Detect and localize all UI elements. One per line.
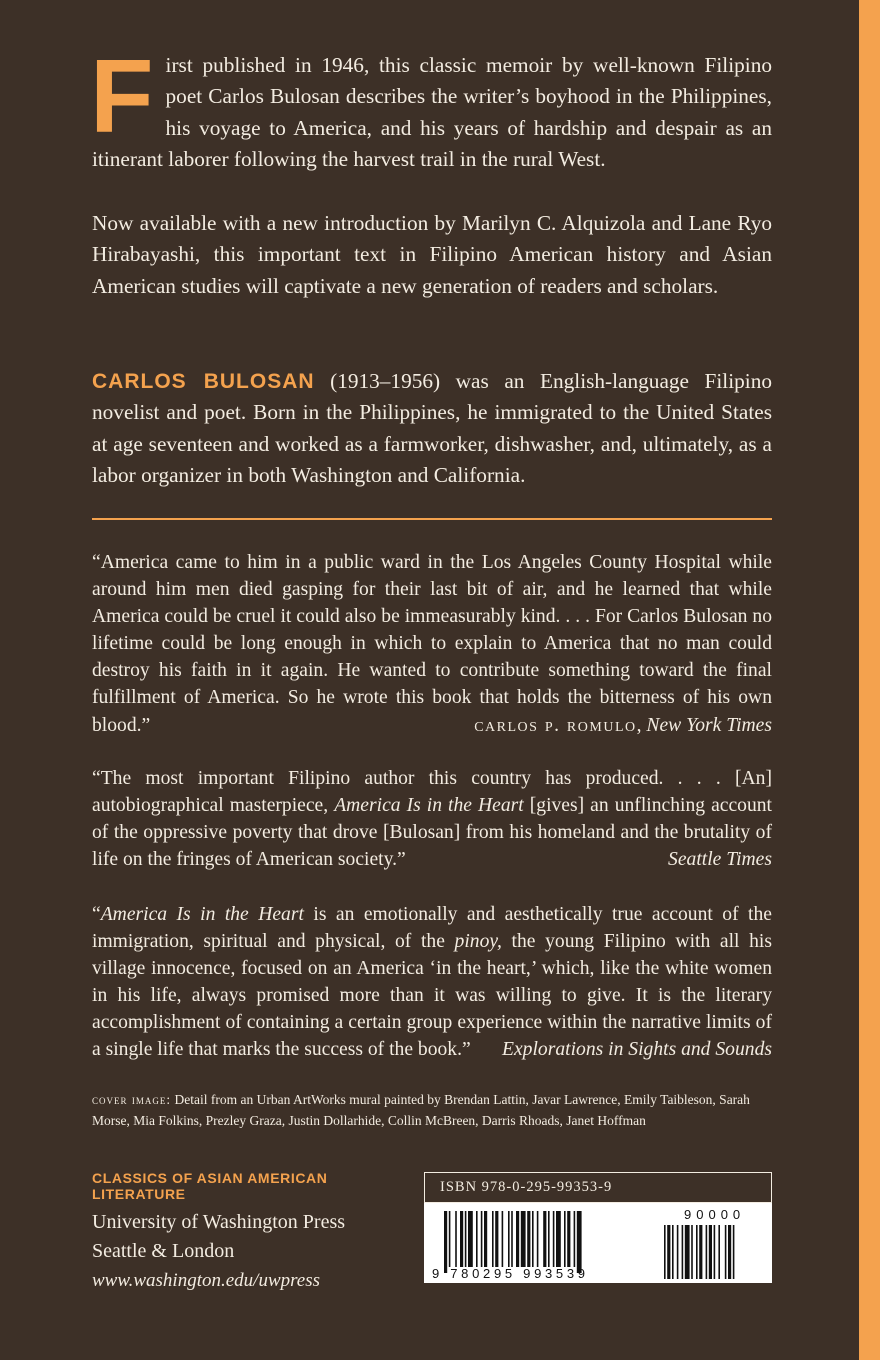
quote-2-source: Seattle Times — [668, 849, 772, 871]
review-quote-3: “America Is in the Heart is an emotionally and aesthetically true account of the immigration, spiritual and physical, of the pinoy, the young Filipino with all his village innocence, focused on an America ‘in the heart,’ which, like the white women in his life, always promised more than it was willing to give. It is the literary accomplishment of containing a certain group experience within the narrative limits of a single life that marks the success of the book.” Explorations in Sights and Sounds — [92, 901, 772, 1064]
series-name: CLASSICS OF ASIAN AMERICAN LITERATURE — [92, 1170, 328, 1202]
quote-1-source: New York Times — [646, 714, 772, 736]
publisher-city: Seattle & London — [92, 1240, 235, 1262]
new-edition-paragraph: Now available with a new introduction by Marilyn C. Alquizola and Lane Ryo Hirabayashi, this important text in Filipino American history and Asian American studies will captivate a new generation of readers and scholars. — [92, 211, 772, 298]
isbn-label: ISBN 978-0-295-99353-9 — [424, 1172, 772, 1203]
publisher-name: University of Washington Press — [92, 1211, 346, 1233]
cover-image-credit — [92, 1089, 782, 1131]
intro-text: irst published in 1946, this classic memoir by well-known Filipino poet Carlos Bulosan describes the writer’s boyhood in the Philippines, his voyage to America, and his years of hardship and despair as an itinerant laborer following the harvest trail in the rural West. — [92, 53, 772, 172]
author-bio — [92, 366, 772, 492]
quote-2-book-title: America Is in the Heart — [334, 795, 524, 817]
author-bio-text: (1913–1956) was an English-language Filipino novelist and poet. Born in the Philippines, he immigrated to the United States at age seventeen and worked as a farmworker, dishwasher, and, ultimately, as a labor organizer in both Washington and California. — [92, 369, 772, 488]
credit-text: Detail from an Urban ArtWorks mural painted by Brendan Lattin, Javar Lawrence, Emily Taibleson, Sarah Morse, Mia Folkins, Prezley Graza, Justin Dollarhide, Collin McBreen, Darris Rhoads, Janet Hoffman — [92, 1092, 750, 1128]
publisher-url: www.washington.edu/uwpress — [92, 1270, 321, 1291]
quote-3-book-title: America Is in the Heart — [100, 904, 304, 925]
quote-1-text: “America came to him in a public ward in the Los Angeles County Hospital while around him men died gasping for their last bit of air, and he learned that while America could be cruel it could also be immeasurably kind. . . . For Carlos Bulosan no lifetime could be long enough in which to explain to America that no man could destroy his faith in it again. He wanted to contribute something toward the final fulfillment of America. So he wrote this book that holds the bitterness of his own blood.” — [92, 552, 772, 736]
quote-3-pinoy: pinoy, — [454, 931, 502, 953]
intro-paragraph — [90, 39, 772, 176]
barcode — [424, 1203, 772, 1283]
barcode-addon-digits: 90000 — [684, 1207, 746, 1222]
quote-1-author: carlos p. romulo — [474, 714, 637, 736]
author-name: CARLOS BULOSAN — [92, 370, 315, 393]
barcode-digits: 9 780295 993539 — [432, 1266, 589, 1281]
drop-cap: F — [90, 39, 154, 155]
orange-divider — [92, 518, 772, 520]
quote-3-source: Explorations in Sights and Sounds — [502, 1039, 772, 1061]
credit-label: cover image: — [92, 1092, 172, 1107]
review-quote-1 — [92, 549, 772, 739]
orange-edge-strip — [859, 0, 880, 1360]
quote-1-attribution: carlos p. romulo, New York Times — [474, 714, 772, 736]
review-quote-2: “The most important Filipino author this country has produced. . . . [An] autobiographical masterpiece, America Is in the Heart [gives] an unflinching account of the oppressive poverty that drove [Bulosan] from his homeland and the brutality of life on the fringes of American society.” Seattle Times — [92, 765, 772, 873]
publisher-block — [92, 1170, 422, 1295]
isbn-barcode-block — [424, 1172, 772, 1283]
